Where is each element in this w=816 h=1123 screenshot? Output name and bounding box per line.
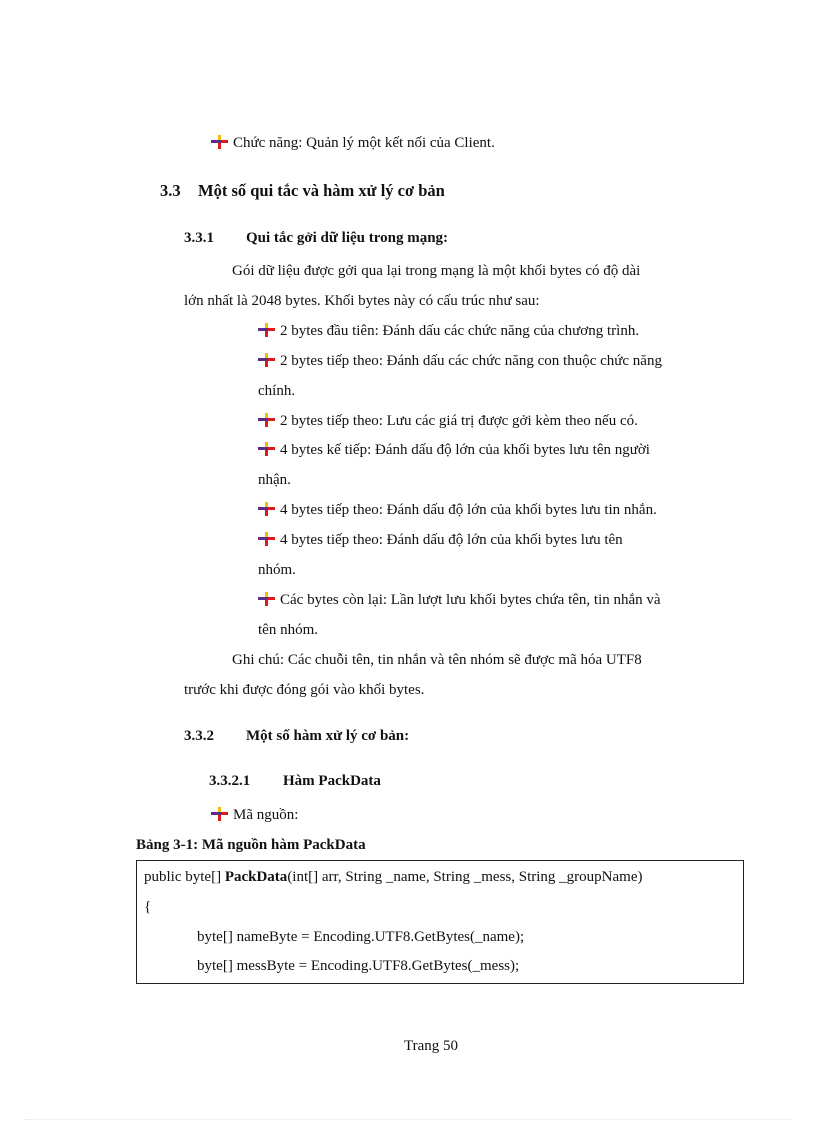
cross-bullet-icon bbox=[211, 807, 229, 821]
section-3-3-heading bbox=[160, 180, 445, 202]
structure-item-continuation: nhận. bbox=[258, 472, 291, 488]
section-3-3-2-1-heading bbox=[209, 771, 381, 791]
source-code-box bbox=[136, 860, 744, 984]
note-line-1: Ghi chú: Các chuỗi tên, tin nhắn và tên nhóm sẽ được mã hóa UTF8 bbox=[232, 652, 642, 668]
cross-bullet-icon bbox=[258, 442, 276, 456]
structure-item bbox=[258, 530, 623, 550]
structure-item bbox=[258, 440, 650, 460]
table-caption: Bảng 3-1: Mã nguồn hàm PackData bbox=[136, 837, 366, 853]
section-title: Qui tắc gởi dữ liệu trong mạng: bbox=[246, 230, 449, 246]
structure-item bbox=[258, 321, 639, 341]
section-number: 3.3.1 bbox=[184, 230, 214, 246]
code-method-name: PackData bbox=[224, 869, 288, 885]
structure-item-text: 4 bytes tiếp theo: Đánh dấu độ lớn của khối bytes lưu tin nhắn. bbox=[280, 502, 657, 518]
section-title: Một số hàm xử lý cơ bản: bbox=[246, 728, 410, 744]
structure-item-text: 2 bytes tiếp theo: Đánh dấu các chức năng con thuộc chức năng bbox=[280, 353, 662, 369]
structure-item-text: 4 bytes tiếp theo: Đánh dấu độ lớn của khối bytes lưu tên bbox=[280, 532, 623, 548]
intro-line-2: lớn nhất là 2048 bytes. Khối bytes này có cấu trúc như sau: bbox=[184, 293, 540, 309]
code-line-mess-byte: byte[] messByte = Encoding.UTF8.GetBytes(_mess); bbox=[197, 958, 520, 974]
structure-item bbox=[258, 590, 661, 610]
code-line-name-byte: byte[] nameByte = Encoding.UTF8.GetBytes(_name); bbox=[197, 929, 525, 945]
section-3-3-2-heading bbox=[184, 726, 409, 746]
structure-item bbox=[258, 500, 657, 520]
cross-bullet-icon bbox=[258, 323, 276, 337]
structure-item-text: Các bytes còn lại: Lần lượt lưu khối bytes chứa tên, tin nhắn và bbox=[280, 592, 661, 608]
source-bullet-line bbox=[211, 805, 298, 825]
cross-bullet-icon bbox=[258, 502, 276, 516]
code-line-signature bbox=[144, 867, 643, 887]
source-label: Mã nguồn: bbox=[233, 807, 299, 823]
structure-item-continuation: tên nhóm. bbox=[258, 622, 318, 638]
intro-line-1: Gói dữ liệu được gởi qua lại trong mạng là một khối bytes có độ dài bbox=[232, 263, 641, 279]
structure-item-text: 4 bytes kế tiếp: Đánh dấu độ lớn của khối bytes lưu tên người bbox=[280, 442, 650, 458]
function-label: Chức năng: bbox=[233, 135, 303, 151]
section-number: 3.3.2 bbox=[184, 728, 214, 744]
section-title: Hàm PackData bbox=[283, 773, 381, 789]
section-3-3-1-heading bbox=[184, 228, 448, 248]
page-divider bbox=[24, 1119, 792, 1120]
section-number: 3.3 bbox=[160, 181, 181, 200]
cross-bullet-icon bbox=[258, 532, 276, 546]
structure-item bbox=[258, 351, 662, 371]
section-title: Một số qui tắc và hàm xử lý cơ bản bbox=[198, 181, 445, 200]
structure-item-text: 2 bytes tiếp theo: Lưu các giá trị được gởi kèm theo nếu có. bbox=[280, 413, 638, 429]
function-bullet-line bbox=[211, 133, 495, 153]
page-number: Trang 50 bbox=[404, 1038, 459, 1054]
code-line-open-brace: { bbox=[144, 899, 152, 915]
function-text: Quản lý một kết nối của Client. bbox=[306, 135, 495, 151]
code-params: (int[] arr, String _name, String _mess, String _groupName) bbox=[287, 869, 643, 885]
section-number: 3.3.2.1 bbox=[209, 773, 251, 789]
structure-item bbox=[258, 411, 638, 431]
structure-item-continuation: nhóm. bbox=[258, 562, 296, 578]
note-line-2: trước khi được đóng gói vào khối bytes. bbox=[184, 682, 425, 698]
cross-bullet-icon bbox=[258, 592, 276, 606]
cross-bullet-icon bbox=[211, 135, 229, 149]
cross-bullet-icon bbox=[258, 353, 276, 367]
code-prefix: public byte[] bbox=[144, 869, 225, 885]
cross-bullet-icon bbox=[258, 413, 276, 427]
structure-item-continuation: chính. bbox=[258, 383, 296, 399]
structure-item-text: 2 bytes đầu tiên: Đánh dấu các chức năng của chương trình. bbox=[280, 323, 640, 339]
